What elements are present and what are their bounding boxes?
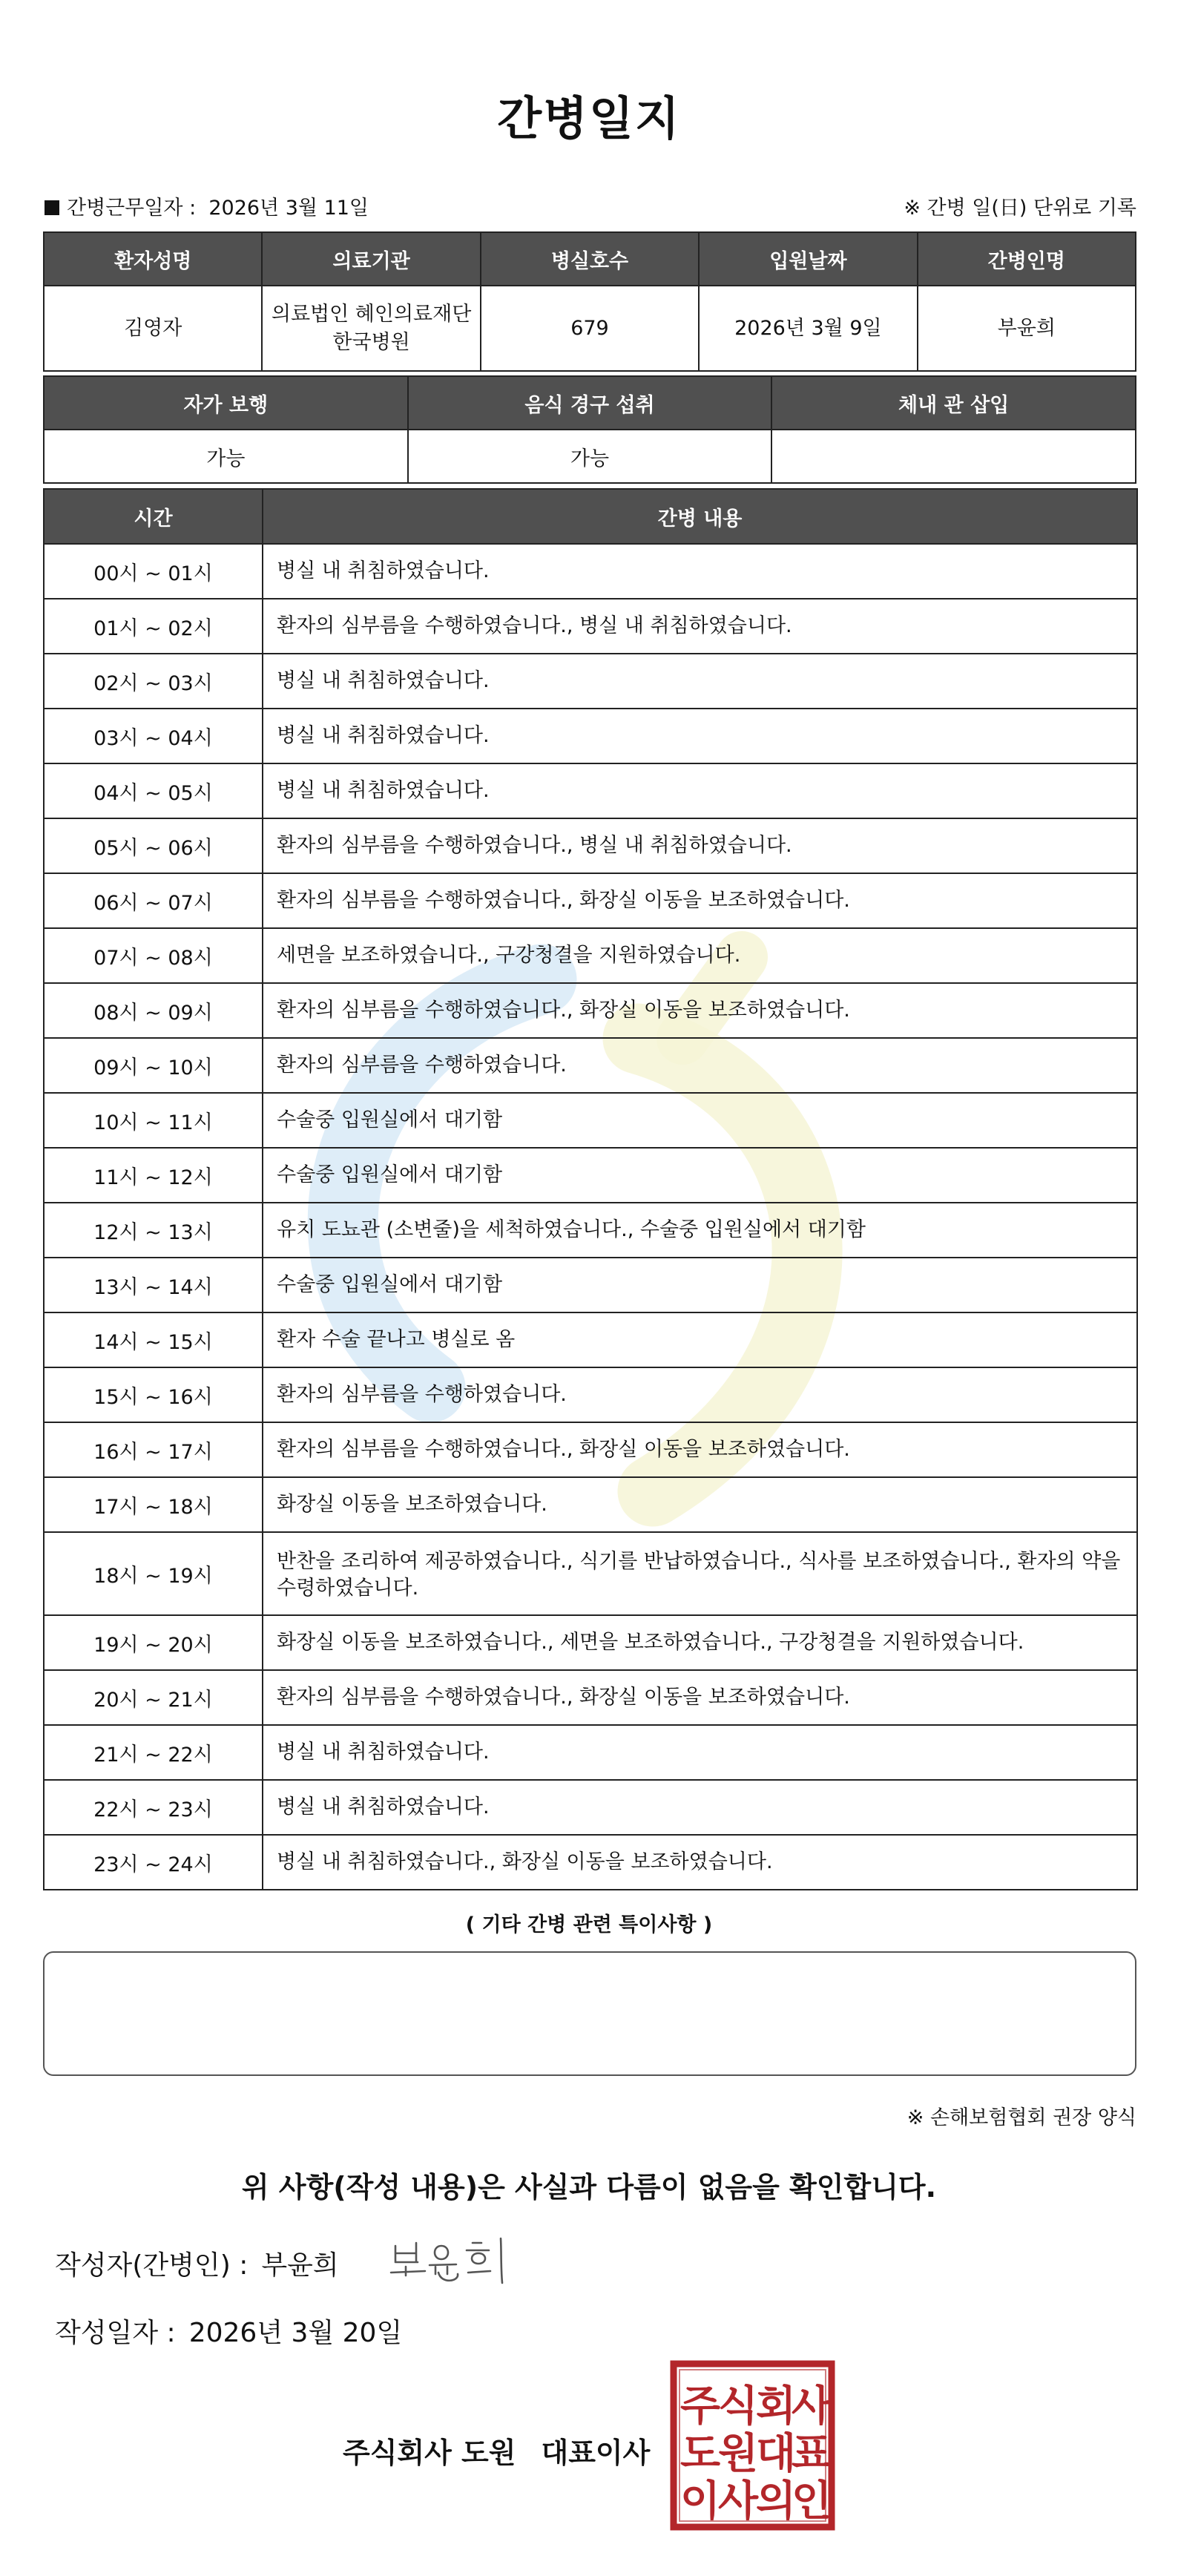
log-time: 19시 ~ 20시 bbox=[44, 1615, 263, 1670]
work-date-value: 2026년 3월 11일 bbox=[208, 197, 369, 220]
log-row bbox=[44, 1422, 1137, 1477]
log-content: 화장실 이동을 보조하였습니다., 세면을 보조하였습니다., 구강청결을 지원하였습니다. bbox=[263, 1615, 1137, 1670]
log-row bbox=[44, 1725, 1137, 1780]
svg-text:의: 의 bbox=[755, 2477, 797, 2526]
writer-label: 작성자(간병인) : bbox=[55, 2250, 249, 2281]
log-row bbox=[44, 1258, 1137, 1312]
svg-text:인: 인 bbox=[791, 2477, 832, 2526]
written-date-value: 2026년 3월 20일 bbox=[188, 2318, 403, 2348]
log-content: 환자의 심부름을 수행하였습니다., 화장실 이동을 보조하였습니다. bbox=[263, 873, 1137, 928]
log-content: 세면을 보조하였습니다., 구강청결을 지원하였습니다. bbox=[263, 928, 1137, 983]
log-time: 01시 ~ 02시 bbox=[44, 599, 263, 654]
header-oral-intake: 음식 경구 섭취 bbox=[408, 376, 772, 430]
room-number: 679 bbox=[481, 286, 699, 371]
patient-info-table bbox=[43, 231, 1136, 372]
log-row bbox=[44, 1532, 1137, 1615]
tube-insertion-value bbox=[771, 430, 1136, 483]
log-time: 16시 ~ 17시 bbox=[44, 1422, 263, 1477]
log-row bbox=[44, 1477, 1137, 1532]
log-content: 유치 도뇨관 (소변줄)을 세척하였습니다., 수술중 입원실에서 대기함 bbox=[263, 1203, 1137, 1258]
header-time: 시간 bbox=[44, 489, 263, 544]
header-caregiver-name: 간병인명 bbox=[918, 232, 1136, 286]
log-content: 수술중 입원실에서 대기함 bbox=[263, 1258, 1137, 1312]
log-time: 06시 ~ 07시 bbox=[44, 873, 263, 928]
written-date-line bbox=[55, 2312, 402, 2350]
oral-intake-value: 가능 bbox=[408, 430, 772, 483]
log-time: 08시 ~ 09시 bbox=[44, 983, 263, 1038]
header-tube-insertion: 체내 관 삽입 bbox=[771, 376, 1136, 430]
log-time: 15시 ~ 16시 bbox=[44, 1367, 263, 1422]
log-time: 10시 ~ 11시 bbox=[44, 1093, 263, 1148]
log-content: 병실 내 취침하였습니다. bbox=[263, 1780, 1137, 1835]
log-content: 수술중 입원실에서 대기함 bbox=[263, 1093, 1137, 1148]
log-content: 반찬을 조리하여 제공하였습니다., 식기를 반납하였습니다., 식사를 보조하였습니다., 환자의 약을 수령하였습니다. bbox=[263, 1532, 1137, 1615]
company-seal-stamp bbox=[669, 2359, 836, 2531]
log-row bbox=[44, 818, 1137, 873]
caregiver-name: 부윤희 bbox=[918, 286, 1136, 371]
log-time: 11시 ~ 12시 bbox=[44, 1148, 263, 1203]
log-content: 병실 내 취침하였습니다. bbox=[263, 763, 1137, 818]
log-content: 병실 내 취침하였습니다. bbox=[263, 709, 1137, 763]
log-content: 화장실 이동을 보조하였습니다. bbox=[263, 1477, 1137, 1532]
log-content: 수술중 입원실에서 대기함 bbox=[263, 1148, 1137, 1203]
log-content: 병실 내 취침하였습니다. bbox=[263, 1725, 1137, 1780]
confirmation-statement: 위 사항(작성 내용)은 사실과 다름이 없음을 확인합니다. bbox=[241, 2171, 937, 2204]
log-row bbox=[44, 1780, 1137, 1835]
log-content: 병실 내 취침하였습니다. bbox=[263, 544, 1137, 599]
log-row bbox=[44, 544, 1137, 599]
patient-name: 김영자 bbox=[44, 286, 262, 371]
log-content: 환자 수술 끝나고 병실로 옴 bbox=[263, 1312, 1137, 1367]
writer-line bbox=[55, 2244, 339, 2282]
log-time: 13시 ~ 14시 bbox=[44, 1258, 263, 1312]
header-care-content: 간병 내용 bbox=[263, 489, 1137, 544]
log-time: 17시 ~ 18시 bbox=[44, 1477, 263, 1532]
log-time: 02시 ~ 03시 bbox=[44, 654, 263, 709]
log-row bbox=[44, 709, 1137, 763]
log-time: 23시 ~ 24시 bbox=[44, 1835, 263, 1890]
log-time: 00시 ~ 01시 bbox=[44, 544, 263, 599]
header-self-walking: 자가 보행 bbox=[44, 376, 408, 430]
log-row bbox=[44, 1835, 1137, 1890]
log-row bbox=[44, 1148, 1137, 1203]
svg-text:원: 원 bbox=[717, 2430, 759, 2478]
log-row bbox=[44, 1203, 1137, 1258]
log-time: 20시 ~ 21시 bbox=[44, 1670, 263, 1725]
writer-name: 부윤희 bbox=[261, 2250, 339, 2281]
log-content: 환자의 심부름을 수행하였습니다. bbox=[263, 1367, 1137, 1422]
header-admission-date: 입원날짜 bbox=[699, 232, 917, 286]
log-row bbox=[44, 1367, 1137, 1422]
log-row bbox=[44, 873, 1137, 928]
log-content: 환자의 심부름을 수행하였습니다., 화장실 이동을 보조하였습니다. bbox=[263, 1670, 1137, 1725]
log-content: 병실 내 취침하였습니다. bbox=[263, 654, 1137, 709]
log-row bbox=[44, 1615, 1137, 1670]
log-row bbox=[44, 1093, 1137, 1148]
header-hospital: 의료기관 bbox=[262, 232, 480, 286]
svg-text:이: 이 bbox=[680, 2477, 721, 2526]
admission-date: 2026년 3월 9일 bbox=[699, 286, 917, 371]
document-title: 간병일지 bbox=[497, 91, 681, 145]
log-content: 환자의 심부름을 수행하였습니다., 병실 내 취침하였습니다. bbox=[263, 599, 1137, 654]
square-bullet-icon bbox=[45, 200, 59, 215]
log-time: 07시 ~ 08시 bbox=[44, 928, 263, 983]
log-row bbox=[44, 1312, 1137, 1367]
header-patient-name: 환자성명 bbox=[44, 232, 262, 286]
log-time: 04시 ~ 05시 bbox=[44, 763, 263, 818]
log-time: 14시 ~ 15시 bbox=[44, 1312, 263, 1367]
written-date-label: 작성일자 : bbox=[55, 2318, 176, 2348]
ceo-label: 대표이사 bbox=[541, 2437, 651, 2469]
log-content: 환자의 심부름을 수행하였습니다., 화장실 이동을 보조하였습니다. bbox=[263, 983, 1137, 1038]
notes-title: ( 기타 간병 관련 특이사항 ) bbox=[465, 1913, 713, 1936]
log-time: 12시 ~ 13시 bbox=[44, 1203, 263, 1258]
log-time: 21시 ~ 22시 bbox=[44, 1725, 263, 1780]
record-note: ※ 간병 일(日) 단위로 기록 bbox=[904, 197, 1136, 220]
log-row bbox=[44, 983, 1137, 1038]
company-line bbox=[343, 2430, 650, 2471]
form-source-note: ※ 손해보험협회 권장 양식 bbox=[906, 2106, 1136, 2129]
svg-text:회: 회 bbox=[755, 2382, 797, 2431]
log-time: 09시 ~ 10시 bbox=[44, 1038, 263, 1093]
log-time: 18시 ~ 19시 bbox=[44, 1532, 263, 1615]
log-time: 05시 ~ 06시 bbox=[44, 818, 263, 873]
header-room-number: 병실호수 bbox=[481, 232, 699, 286]
svg-text:도: 도 bbox=[680, 2430, 721, 2478]
log-row bbox=[44, 1038, 1137, 1093]
svg-text:사: 사 bbox=[717, 2477, 759, 2526]
log-time: 22시 ~ 23시 bbox=[44, 1780, 263, 1835]
svg-text:표: 표 bbox=[791, 2430, 832, 2478]
care-log-table bbox=[43, 488, 1138, 1890]
log-content: 환자의 심부름을 수행하였습니다., 병실 내 취침하였습니다. bbox=[263, 818, 1137, 873]
self-walking-value: 가능 bbox=[44, 430, 408, 483]
log-content: 환자의 심부름을 수행하였습니다., 화장실 이동을 보조하였습니다. bbox=[263, 1422, 1137, 1477]
patient-status-table bbox=[43, 375, 1136, 484]
work-date-label: 간병근무일자 : bbox=[67, 197, 197, 220]
svg-text:사: 사 bbox=[791, 2382, 832, 2431]
log-row bbox=[44, 1670, 1137, 1725]
log-content: 환자의 심부름을 수행하였습니다. bbox=[263, 1038, 1137, 1093]
log-row bbox=[44, 928, 1137, 983]
svg-text:대: 대 bbox=[755, 2430, 797, 2478]
log-row bbox=[44, 763, 1137, 818]
svg-text:식: 식 bbox=[717, 2382, 759, 2431]
work-date bbox=[45, 191, 369, 220]
special-notes-box bbox=[43, 1951, 1136, 2076]
log-row bbox=[44, 654, 1137, 709]
log-row bbox=[44, 599, 1137, 654]
hospital-name: 의료법인 혜인의료재단 한국병원 bbox=[262, 286, 480, 371]
handwritten-signature bbox=[389, 2230, 523, 2289]
log-content: 병실 내 취침하였습니다., 화장실 이동을 보조하였습니다. bbox=[263, 1835, 1137, 1890]
svg-text:주: 주 bbox=[680, 2382, 721, 2431]
log-time: 03시 ~ 04시 bbox=[44, 709, 263, 763]
company-name: 주식회사 도원 bbox=[343, 2437, 516, 2469]
